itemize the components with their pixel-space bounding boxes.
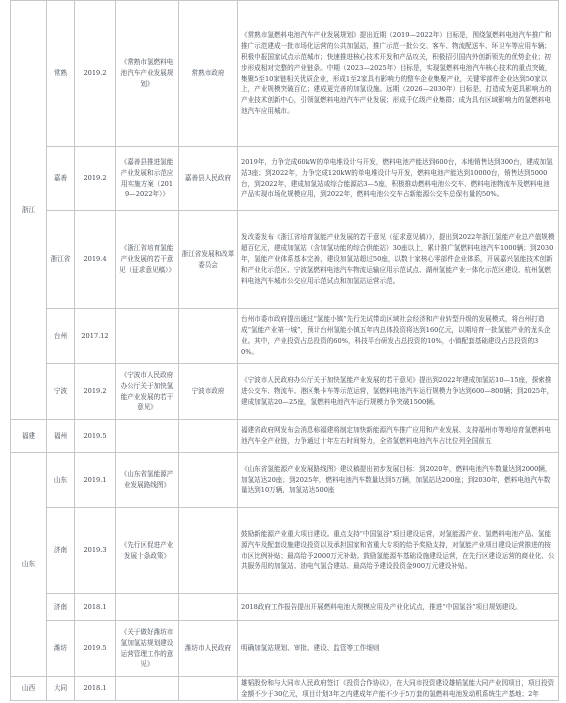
document-cell: 《嘉善县推进氢能产业发展和示范应用实施方案（2019—2022年）》 bbox=[116, 147, 179, 211]
province-cell: 山西 bbox=[11, 677, 47, 701]
document-cell: 《先行区促进产业发展十条政策》 bbox=[116, 508, 179, 594]
content-cell: 2019年，力争完成60kW的单电堆设计与开发，燃料电池产能达到600台，本地销售达到300台，建成加氢站3座；到2022年，力争完成120kW的单电堆设计与开发，燃料电池产能达到10000台，销售达到5000台，到2022年，建成加氢站或综合能源站3—5座，积极推动燃料电池公交车、燃料电池物流车及燃料电池产品实现市场化规模应用，到2022年，燃料电池公交车占新能源公交车总保有量的50%。 bbox=[238, 147, 559, 211]
table-row bbox=[11, 147, 559, 211]
content-cell: 发改委发布《浙江省培育氢能产业发展的若干意见（征求意见稿）》，提出到2022年浙江氢能产业总产值规模超百亿元，建成加氢站（含加氢功能的综合供能站）30座以上，累计推广氢燃料电池汽车1000辆；到2030年，氢能产业体系基本完善，建设加氢站超过50座，以数十家核心零部件企业体系，开展嘉兴氢能技术创新和产业化示范区、宁波氢燃料电池汽车物流运输应用示范试点、湖州氢能产业一体化示范区建设、杭州氢燃料电池汽车城市公交应用示范试点和加氢站运营示范。 bbox=[238, 211, 559, 309]
year-cell: 2018.1 bbox=[75, 594, 116, 621]
department-cell bbox=[179, 309, 238, 364]
department-cell bbox=[179, 420, 238, 453]
department-cell: 嘉善县人民政府 bbox=[179, 147, 238, 211]
document-cell: 《关于做好潍坊市氢加氢站规划建设运营管理工作的意见》 bbox=[116, 621, 179, 677]
year-cell: 2019.5 bbox=[75, 420, 116, 453]
table-row bbox=[11, 211, 559, 309]
department-cell: 潍坊市人民政府 bbox=[179, 621, 238, 677]
document-cell bbox=[116, 420, 179, 453]
department-cell: 宁波市政府 bbox=[179, 364, 238, 420]
policy-table bbox=[10, 0, 559, 701]
content-cell: 《山东省氢能源产业发展路线图》建议稿提出初步发展目标：到2020年，燃料电池汽车数量达到2000辆，加氢站达20座；到2025年，燃料电池汽车数量达到5万辆，加氢站达200座；到2030年，燃料电池汽车数量达到10万辆，加氢站达500座 bbox=[238, 453, 559, 508]
document-cell: 《宁波市人民政府办公厅关于加快氢能产业发展的若干意见》 bbox=[116, 364, 179, 420]
city-cell: 潍坊 bbox=[47, 621, 75, 677]
city-cell: 大同 bbox=[47, 677, 75, 701]
table-row bbox=[11, 309, 559, 364]
table-row bbox=[11, 453, 559, 508]
city-cell: 浙江省 bbox=[47, 211, 75, 309]
table-row bbox=[11, 621, 559, 677]
city-cell: 嘉善 bbox=[47, 147, 75, 211]
year-cell: 2019.2 bbox=[75, 1, 116, 147]
document-cell: 《常熟市氢燃料电池汽车产业发展规划》 bbox=[116, 1, 179, 147]
province-cell: 山东 bbox=[11, 453, 47, 677]
city-cell: 济南 bbox=[47, 594, 75, 621]
content-cell: 台州市委市政府提出通过“氢能小镇”先行先试带动区域社会经济和产业转型升级的发展模式，将台州打造成“氢能产业第一城”，预计台州氢能小镇五年内总体投资将达到160亿元，以期培育一批氢能产业的龙头企业。其中，产业投资占总投资的60%，科技平台研发占总投资的10%，小镇配套基础建设占总投资的30%。 bbox=[238, 309, 559, 364]
year-cell: 2019.5 bbox=[75, 621, 116, 677]
year-cell: 2019.2 bbox=[75, 147, 116, 211]
document-cell: 《浙江省培育氢能产业发展的若干意见（征求意见稿）》 bbox=[116, 211, 179, 309]
document-cell bbox=[116, 677, 179, 701]
content-cell: 《常熟市氢燃料电池汽车产业发展规划》提出近期（2019—2022年）目标是，围绕氢燃料电池汽车推广和推广示范建成一批市场化运营的公共加氢站，推广示范一批公交、客车、物流配送车、环卫车等应用车辆；积极申报国家试点示范城市；快速推进核心技术开发和产品攻关，积极招引国内外创新领先的优势企业；初步形成相对完整的产业链条。中期（2023—2025年）目标是，实现氢燃料电池汽车核心技术的重点突破，集聚5至10家链相关优质企业，形成1至2家具有影响力的整车企业集聚产业，关键零部件企业达到50家以上，产业规模突破百亿；建成更完善的加氢设施。远期（2026—2030年）目标是，打造成为更具影响力的产业技术创新中心，引领氢燃料电池汽车产业发展；形成千亿级产业集群；成为具有区域影响力的氢燃料电池汽车应用城市。 bbox=[238, 1, 559, 147]
year-cell: 2019.2 bbox=[75, 364, 116, 420]
table-row bbox=[11, 1, 559, 147]
department-cell: 常熟市政府 bbox=[179, 1, 238, 147]
table-row bbox=[11, 508, 559, 594]
content-cell: 《宁波市人民政府办公厅关于加快氢能产业发展的若干意见》提出到2022年建成加氢站10—15座，探索推进公交车、物流车、港区集卡车等示范运营，氢燃料电池汽车运行规模力争达到600—800辆；到2025年，建成加氢站20—25座，氢燃料电池汽车运行规模力争突破1500辆。 bbox=[238, 364, 559, 420]
document-cell bbox=[116, 309, 179, 364]
department-cell bbox=[179, 508, 238, 594]
table-row bbox=[11, 420, 559, 453]
year-cell: 2019.4 bbox=[75, 211, 116, 309]
year-cell: 2017.12 bbox=[75, 309, 116, 364]
table-row bbox=[11, 594, 559, 621]
content-cell: 雄韬股份和与大同市人民政府签订《投资合作协议》，在大同市投资建设雄韬氢能大同产业园项目，项目投资金额不少于30亿元，项目计划3年之内建成年产能不少于5万套的氢燃料电池发动机系统生产基地；2年 bbox=[238, 677, 559, 701]
content-cell: 鼓励新能源产业重大项目建设。重点支持“中国氢谷”项目建设运营，对氢能源产业、氢燃料电池产品、氢能源汽车及配套设施建设投资以及承担国家和省重大专项的给予奖励支持，对氢能产业项目建设运营推进的按市区比例补贴；最高给予2000万元补助。鼓励氢能源车基础设施建设运营，在先行区建设运营的商业化、公共服务用的加氢站、油电气氢合建站、最高给予建设投资金900万元建设补贴。 bbox=[238, 508, 559, 594]
document-cell: 《山东省氢能源产业发展路线图》 bbox=[116, 453, 179, 508]
city-cell: 济南 bbox=[47, 508, 75, 594]
year-cell: 2019.3 bbox=[75, 508, 116, 594]
city-cell: 山东 bbox=[47, 453, 75, 508]
department-cell bbox=[179, 677, 238, 701]
table-row bbox=[11, 677, 559, 701]
department-cell bbox=[179, 594, 238, 621]
year-cell: 2019.1 bbox=[75, 453, 116, 508]
table-row bbox=[11, 364, 559, 420]
content-cell: 2018政府工作报告提出开展燃料电池大规模应用及产业化试点，推进“中国氢谷”项目规划建设。 bbox=[238, 594, 559, 621]
department-cell: 浙江省发展和改革委员会 bbox=[179, 211, 238, 309]
city-cell: 常熟 bbox=[47, 1, 75, 147]
content-cell: 福建省政府网发布会消息称福建将制定加快新能源汽车推广应用和产业发展、支持福州市等地培育氢燃料电池汽车全产业链，力争通过十年左右时间努力，全省氢燃料电池汽车占比位列全国前五 bbox=[238, 420, 559, 453]
city-cell: 宁波 bbox=[47, 364, 75, 420]
year-cell: 2018.1 bbox=[75, 677, 116, 701]
content-cell: 明确加氢站规划、审批、建设、监管等工作细则 bbox=[238, 621, 559, 677]
document-cell bbox=[116, 594, 179, 621]
province-cell: 福建 bbox=[11, 420, 47, 453]
province-cell: 浙江 bbox=[11, 1, 47, 420]
department-cell bbox=[179, 453, 238, 508]
city-cell: 福州 bbox=[47, 420, 75, 453]
city-cell: 台州 bbox=[47, 309, 75, 364]
